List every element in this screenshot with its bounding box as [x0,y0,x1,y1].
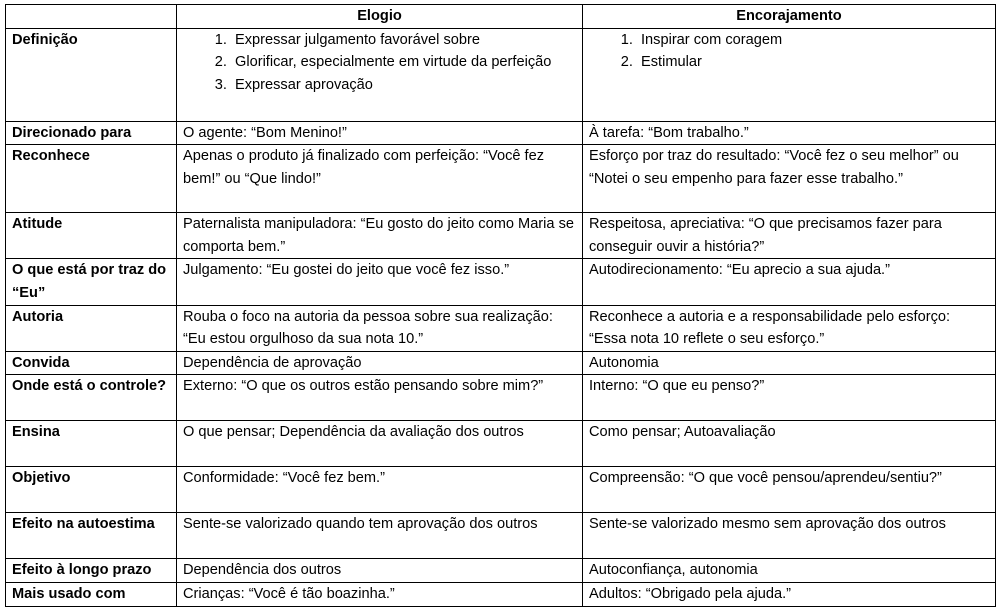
encorajamento-cell: Autodirecionamento: “Eu aprecio a sua ajuda.” [583,259,996,305]
encorajamento-cell: Como pensar; Autoavaliação [583,421,996,467]
table-row [6,421,996,467]
row-label: Autoria [6,305,177,351]
row-label: Efeito na autoestima [6,513,177,559]
row-label: Direcionado para [6,121,177,145]
table-row [6,28,996,121]
definition-elogio-list [183,29,576,97]
table-row [6,351,996,375]
elogio-cell: Conformidade: “Você fez bem.” [177,467,583,513]
elogio-cell: Sente-se valorizado quando tem aprovação dos outros [177,513,583,559]
table-row [6,213,996,259]
table-row [6,467,996,513]
table-row [6,259,996,305]
encorajamento-cell: Interno: “O que eu penso?” [583,375,996,421]
definition-encorajamento-cell [583,28,996,121]
table-row [6,145,996,213]
list-item: 2. Estimular [637,51,989,74]
elogio-cell: Apenas o produto já finalizado com perfeição: “Você fez bem!” ou “Que lindo!” [177,145,583,213]
elogio-cell: O que pensar; Dependência da avaliação dos outros [177,421,583,467]
table-row [6,513,996,559]
table-row [6,582,996,606]
row-label: O que está por traz do “Eu” [6,259,177,305]
row-label: Definição [6,28,177,121]
header-row [6,5,996,29]
elogio-cell: Crianças: “Você é tão boazinha.” [177,582,583,606]
list-item: 1. Expressar julgamento favorável sobre [231,29,576,52]
row-label: Mais usado com [6,582,177,606]
list-item: 3. Expressar aprovação [231,74,576,97]
elogio-cell: Dependência de aprovação [177,351,583,375]
comparison-table [5,4,996,607]
elogio-cell: Paternalista manipuladora: “Eu gosto do jeito como Maria se comporta bem.” [177,213,583,259]
row-label: Convida [6,351,177,375]
table-row [6,305,996,351]
header-elogio: Elogio [177,5,583,29]
definition-elogio-cell [177,28,583,121]
definition-encorajamento-list [589,29,989,74]
table-row [6,121,996,145]
header-corner-cell [6,5,177,29]
row-label: Reconhece [6,145,177,213]
row-label: Objetivo [6,467,177,513]
table-row [6,559,996,583]
elogio-cell: Julgamento: “Eu gostei do jeito que você fez isso.” [177,259,583,305]
elogio-cell: O agente: “Bom Menino!” [177,121,583,145]
encorajamento-cell: Reconhece a autoria e a responsabilidade pelo esforço: “Essa nota 10 reflete o seu esforço.” [583,305,996,351]
encorajamento-cell: Respeitosa, apreciativa: “O que precisamos fazer para conseguir ouvir a história?” [583,213,996,259]
table-row [6,375,996,421]
row-label: Ensina [6,421,177,467]
row-label: Efeito à longo prazo [6,559,177,583]
encorajamento-cell: À tarefa: “Bom trabalho.” [583,121,996,145]
list-item: 2. Glorificar, especialmente em virtude da perfeição [231,51,576,74]
elogio-cell: Rouba o foco na autoria da pessoa sobre sua realização: “Eu estou orgulhoso da sua nota 10.” [177,305,583,351]
encorajamento-cell: Adultos: “Obrigado pela ajuda.” [583,582,996,606]
encorajamento-cell: Autoconfiança, autonomia [583,559,996,583]
encorajamento-cell: Autonomia [583,351,996,375]
elogio-cell: Dependência dos outros [177,559,583,583]
encorajamento-cell: Esforço por traz do resultado: “Você fez o seu melhor” ou “Notei o seu empenho para fazer esse trabalho.” [583,145,996,213]
row-label: Onde está o controle? [6,375,177,421]
list-item: 1. Inspirar com coragem [637,29,989,52]
encorajamento-cell: Sente-se valorizado mesmo sem aprovação dos outros [583,513,996,559]
encorajamento-cell: Compreensão: “O que você pensou/aprendeu/sentiu?” [583,467,996,513]
elogio-cell: Externo: “O que os outros estão pensando sobre mim?” [177,375,583,421]
row-label: Atitude [6,213,177,259]
header-encorajamento: Encorajamento [583,5,996,29]
